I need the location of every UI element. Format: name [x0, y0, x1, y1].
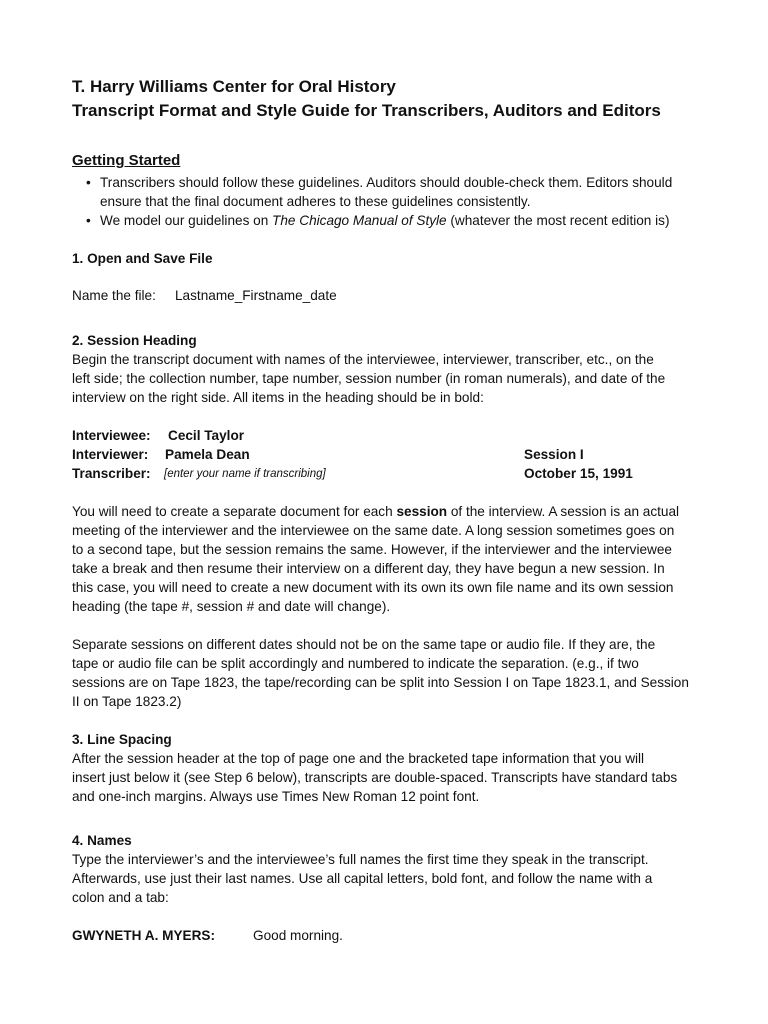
- paragraph-line: tape or audio file can be split accordingly and numbered to indicate the separation. (e.g., if two: [72, 656, 639, 671]
- file-name-format: Lastname_Firstname_date: [175, 288, 337, 303]
- bullet-text: Transcribers should follow these guidelines. Auditors should double-check them. Editors should: [100, 175, 673, 190]
- paragraph-line: to a second tape, but the session remains the same. However, if the interviewer and the interviewee: [72, 542, 672, 557]
- paragraph-line: You will need to create a separate document for each session of the interview. A session is an actual: [72, 504, 680, 519]
- getting-started-heading: Getting Started: [72, 152, 181, 169]
- paragraph-line: colon and a tab:: [72, 890, 169, 905]
- interviewer-value: Pamela Dean: [165, 447, 250, 462]
- transcriber-placeholder: [enter your name if transcribing]: [164, 468, 326, 480]
- bullet-text: ensure that the final document adheres to these guidelines consistently.: [100, 194, 531, 209]
- file-name-label: Name the file:: [72, 288, 156, 303]
- document-title: T. Harry Williams Center for Oral History: [72, 77, 396, 96]
- book-title: The Chicago Manual of Style: [272, 213, 447, 228]
- paragraph-line: take a break and then resume their interview on a different day, they have begun a new session. In: [72, 561, 665, 576]
- example-speech: Good morning.: [253, 928, 343, 943]
- bullet-icon: •: [86, 213, 91, 228]
- paragraph-line: insert just below it (see Step 6 below), transcripts are double-spaced. Transcripts have standard tabs: [72, 770, 678, 785]
- interviewee-value: Cecil Taylor: [168, 428, 245, 443]
- bullet-icon: •: [86, 175, 91, 190]
- document-subtitle: Transcript Format and Style Guide for Transcribers, Auditors and Editors: [72, 101, 661, 120]
- paragraph-line: Type the interviewer’s and the interviewee’s full names the first time they speak in the transcript.: [72, 852, 649, 867]
- paragraph-line: and one-inch margins. Always use Times New Roman 12 point font.: [72, 789, 480, 804]
- paragraph-line: meeting of the interviewer and the interviewee on the same date. A long session sometimes goes on: [72, 523, 675, 538]
- session-date: October 15, 1991: [524, 466, 633, 481]
- paragraph-line: left side; the collection number, tape number, session number (in roman numerals), and date of the: [72, 371, 666, 386]
- paragraph-line: II on Tape 1823.2): [72, 694, 182, 709]
- section-heading-names: 4. Names: [72, 833, 132, 848]
- section-heading-line-spacing: 3. Line Spacing: [72, 732, 172, 747]
- paragraph-line: Begin the transcript document with names of the interviewee, interviewer, transcriber, etc., on the: [72, 352, 654, 367]
- paragraph-line: interview on the right side. All items in the heading should be in bold:: [72, 390, 484, 405]
- example-speaker-name: GWYNETH A. MYERS:: [72, 928, 215, 943]
- section-heading-session: 2. Session Heading: [72, 333, 197, 348]
- paragraph-line: this case, you will need to create a new document with its own its own file name and its own session: [72, 580, 674, 595]
- bold-term: session: [396, 504, 448, 519]
- transcriber-label: Transcriber:: [72, 466, 151, 481]
- interviewer-label: Interviewer:: [72, 447, 149, 462]
- interviewee-label: Interviewee:: [72, 428, 151, 443]
- paragraph-line: After the session header at the top of page one and the bracketed tape information that you will: [72, 751, 645, 766]
- paragraph-line: heading (the tape #, session # and date will change).: [72, 599, 391, 614]
- section-heading-open-save: 1. Open and Save File: [72, 251, 213, 266]
- session-number: Session I: [524, 447, 584, 462]
- paragraph-line: sessions are on Tape 1823, the tape/recording can be split into Session I on Tape 1823.1, and Session: [72, 675, 689, 690]
- paragraph-line: Separate sessions on different dates should not be on the same tape or audio file. If they are, the: [72, 637, 656, 652]
- bullet-text: We model our guidelines on The Chicago Manual of Style (whatever the most recent edition is): [100, 213, 670, 228]
- paragraph-line: Afterwards, use just their last names. Use all capital letters, bold font, and follow the name with a: [72, 871, 653, 886]
